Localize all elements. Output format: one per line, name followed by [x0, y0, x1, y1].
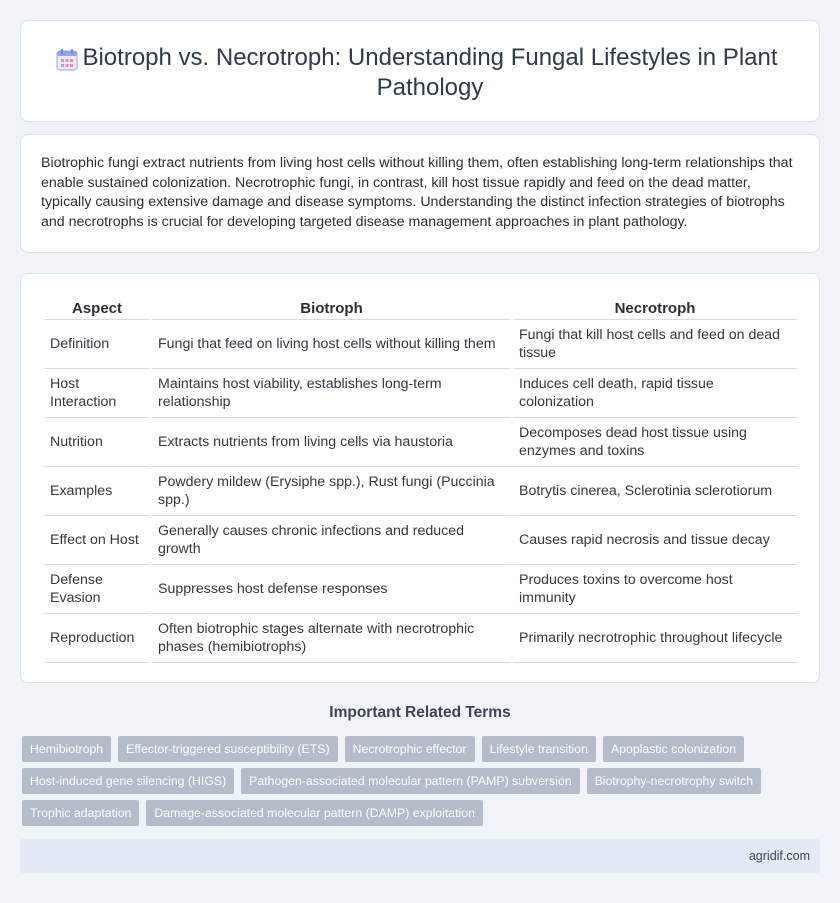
footer-bar [20, 839, 820, 873]
related-term-tag[interactable]: Necrotrophic effector [345, 736, 475, 762]
necrotroph-cell: Primarily necrotrophic throughout lifecycle [513, 614, 797, 663]
aspect-cell: Definition [44, 320, 150, 369]
related-term-tag[interactable]: Apoplastic colonization [603, 736, 744, 762]
aspect-cell: Effect on Host [44, 516, 150, 565]
necrotroph-cell: Fungi that kill host cells and feed on dead tissue [513, 320, 797, 369]
aspect-cell: Defense Evasion [44, 565, 150, 614]
comparison-table [42, 294, 799, 663]
related-terms-title: Important Related Terms [329, 704, 511, 721]
biotroph-cell: Suppresses host defense responses [152, 565, 511, 614]
related-terms-list [22, 736, 822, 826]
table-row [44, 614, 797, 663]
related-term-tag[interactable]: Damage-associated molecular pattern (DAMP) exploitation [146, 800, 483, 826]
table-row [44, 565, 797, 614]
necrotroph-cell: Causes rapid necrosis and tissue decay [513, 516, 797, 565]
related-term-tag[interactable]: Biotrophy-necrotrophy switch [587, 768, 762, 794]
header-necrotroph: Necrotroph [513, 294, 797, 320]
related-term-tag[interactable]: Effector-triggered susceptibility (ETS) [118, 736, 337, 762]
biotroph-cell: Powdery mildew (Erysiphe spp.), Rust fungi (Puccinia spp.) [152, 467, 511, 516]
aspect-cell: Host Interaction [44, 369, 150, 418]
necrotroph-cell: Decomposes dead host tissue using enzymes and toxins [513, 418, 797, 467]
header-biotroph: Biotroph [152, 294, 511, 320]
biotroph-cell: Generally causes chronic infections and reduced growth [152, 516, 511, 565]
table-row [44, 320, 797, 369]
necrotroph-cell: Induces cell death, rapid tissue colonization [513, 369, 797, 418]
comparison-card [20, 273, 820, 683]
biotroph-cell: Often biotrophic stages alternate with necrotrophic phases (hemibiotrophs) [152, 614, 511, 663]
header-aspect: Aspect [44, 294, 150, 320]
aspect-cell: Examples [44, 467, 150, 516]
necrotroph-cell: Botrytis cinerea, Sclerotinia sclerotiorum [513, 467, 797, 516]
biotroph-cell: Fungi that feed on living host cells without killing them [152, 320, 511, 369]
intro-card [20, 134, 820, 253]
biotroph-cell: Maintains host viability, establishes long-term relationship [152, 369, 511, 418]
table-row [44, 418, 797, 467]
table-row [44, 467, 797, 516]
table-row [44, 369, 797, 418]
table-header-row [44, 294, 797, 320]
related-term-tag[interactable]: Trophic adaptation [22, 800, 139, 826]
aspect-cell: Reproduction [44, 614, 150, 663]
related-term-tag[interactable]: Pathogen-associated molecular pattern (PAMP) subversion [241, 768, 579, 794]
aspect-cell: Nutrition [44, 418, 150, 467]
related-term-tag[interactable]: Hemibiotroph [22, 736, 111, 762]
related-term-tag[interactable]: Lifestyle transition [482, 736, 596, 762]
table-row [44, 516, 797, 565]
footer-site-link[interactable]: agridif.com [748, 849, 810, 863]
intro-paragraph: Biotrophic fungi extract nutrients from living host cells without killing them, often establishing long-term relationships that enable sustained colonization. Necrotrophic fungi, in contrast, kill host tissue rapidly and feed on the dead matter, typically causing extensive damage and disease symptoms. Understanding the distinct infection strategies of biotrophs and necrotrophs is crucial for developing targeted disease management approaches in plant pathology. [41, 155, 793, 230]
related-term-tag[interactable]: Host-induced gene silencing (HIGS) [22, 768, 234, 794]
header-card [20, 20, 820, 122]
page-title: Biotroph vs. Necrotroph: Understanding Fungal Lifestyles in Plant Pathology [82, 44, 778, 101]
necrotroph-cell: Produces toxins to overcome host immunity [513, 565, 797, 614]
biotroph-cell: Extracts nutrients from living cells via haustoria [152, 418, 511, 467]
